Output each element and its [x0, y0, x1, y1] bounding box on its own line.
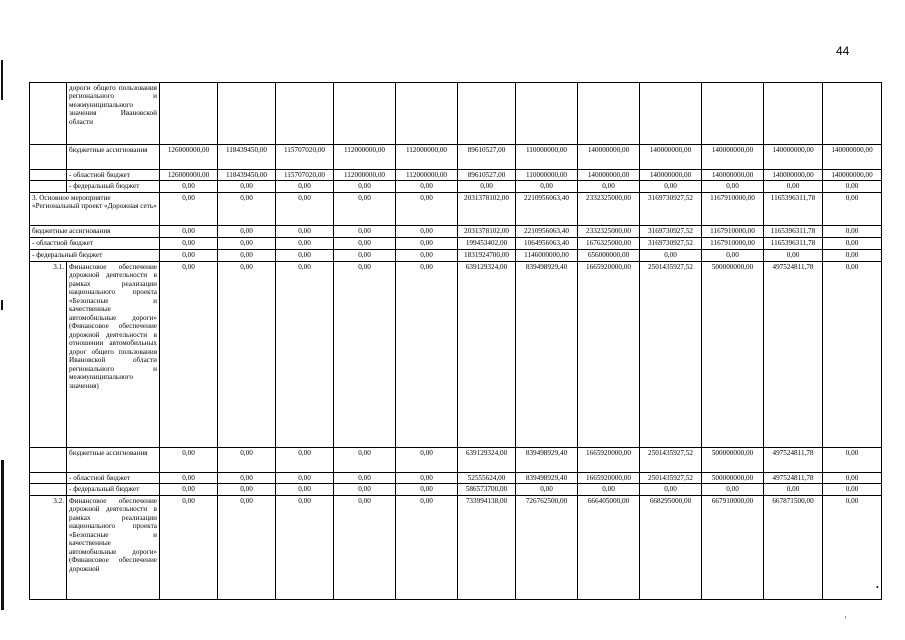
- value-cell: 0,00: [823, 192, 882, 225]
- value-cell: 0,00: [396, 484, 458, 495]
- value-cell: 0,00: [396, 181, 458, 192]
- value-cell: 500000000,00: [702, 261, 764, 447]
- value-cell: 0,00: [396, 447, 458, 472]
- value-cell: 115707020,00: [276, 170, 334, 181]
- value-cell: 667871500,00: [764, 495, 823, 599]
- value-cell: 0,00: [823, 495, 882, 599]
- value-cell: 0,00: [334, 484, 396, 495]
- value-cell: 140000000,00: [764, 170, 823, 181]
- row-label: - федеральный бюджет: [30, 249, 160, 261]
- value-cell: [218, 83, 276, 145]
- value-cell: [702, 83, 764, 145]
- value-cell: 726762500,00: [516, 495, 578, 599]
- value-cell: 0,00: [396, 249, 458, 261]
- value-cell: 2332325000,00: [578, 225, 640, 237]
- scan-dot: ': [845, 615, 847, 624]
- value-cell: 2031378102,00: [458, 192, 516, 225]
- value-cell: 0,00: [276, 192, 334, 225]
- value-cell: 0,00: [218, 261, 276, 447]
- value-cell: 0,00: [396, 237, 458, 249]
- value-cell: [334, 83, 396, 145]
- value-cell: 0,00: [823, 237, 882, 249]
- value-cell: 110000000,00: [516, 145, 578, 170]
- value-cell: 89610527,00: [458, 170, 516, 181]
- row-label: - областной бюджет: [67, 170, 160, 181]
- row-label: бюджетные ассигнования: [67, 145, 160, 170]
- value-cell: 0,00: [516, 484, 578, 495]
- value-cell: 1831924700,00: [458, 249, 516, 261]
- row-number: [30, 447, 67, 472]
- value-cell: 3169730927,52: [640, 225, 702, 237]
- value-cell: 2501435927,52: [640, 472, 702, 483]
- scan-mark: [1, 300, 3, 310]
- row-label: Финансовое обеспечение дорожной деятельности в рамках реализации национального проекта «Безопасные и качественные автомобильные дороги» (Финансовое обеспечение дорожной деятельности в отношении автомобильных дорог общего пользования Ивановской области регионального и межмуниципального значения): [67, 261, 160, 447]
- value-cell: 0,00: [396, 472, 458, 483]
- value-cell: 0,00: [458, 181, 516, 192]
- value-cell: 0,00: [396, 495, 458, 599]
- value-cell: 0,00: [823, 249, 882, 261]
- value-cell: 0,00: [578, 181, 640, 192]
- value-cell: 0,00: [334, 237, 396, 249]
- value-cell: 839498929,40: [516, 472, 578, 483]
- value-cell: 0,00: [334, 495, 396, 599]
- value-cell: 0,00: [160, 447, 218, 472]
- value-cell: 1146000000,00: [516, 249, 578, 261]
- value-cell: 668295000,00: [640, 495, 702, 599]
- value-cell: 2332325000,00: [578, 192, 640, 225]
- value-cell: 0,00: [276, 484, 334, 495]
- value-cell: [823, 83, 882, 145]
- row-label: - федеральный бюджет: [67, 181, 160, 192]
- value-cell: 0,00: [276, 447, 334, 472]
- value-cell: 112000000,00: [334, 170, 396, 181]
- value-cell: 115707020,00: [276, 145, 334, 170]
- scan-edge: [0, 0, 4, 640]
- value-cell: 0,00: [640, 484, 702, 495]
- value-cell: 0,00: [334, 261, 396, 447]
- value-cell: 110000000,00: [516, 170, 578, 181]
- value-cell: 667910000,00: [702, 495, 764, 599]
- value-cell: 52555624,00: [458, 472, 516, 483]
- value-cell: 0,00: [218, 447, 276, 472]
- value-cell: 140000000,00: [578, 170, 640, 181]
- value-cell: 126000000,00: [160, 170, 218, 181]
- value-cell: 0,00: [334, 181, 396, 192]
- value-cell: [276, 83, 334, 145]
- table-row: [30, 261, 882, 447]
- value-cell: 1167910000,00: [702, 192, 764, 225]
- value-cell: 112000000,00: [396, 170, 458, 181]
- value-cell: 1165396311,78: [764, 192, 823, 225]
- value-cell: 2501435927,52: [640, 447, 702, 472]
- scan-mark: [1, 60, 3, 100]
- value-cell: 0,00: [334, 447, 396, 472]
- value-cell: 0,00: [218, 225, 276, 237]
- value-cell: 0,00: [764, 249, 823, 261]
- value-cell: 0,00: [702, 181, 764, 192]
- value-cell: 140000000,00: [702, 170, 764, 181]
- value-cell: 639129324,00: [458, 261, 516, 447]
- value-cell: 0,00: [276, 225, 334, 237]
- value-cell: 0,00: [396, 225, 458, 237]
- value-cell: 0,00: [640, 249, 702, 261]
- value-cell: 0,00: [160, 181, 218, 192]
- value-cell: 500000000,00: [702, 447, 764, 472]
- value-cell: 112000000,00: [334, 145, 396, 170]
- row-label: бюджетные ассигнования: [30, 225, 160, 237]
- value-cell: 0,00: [764, 181, 823, 192]
- value-cell: 1167910000,00: [702, 225, 764, 237]
- value-cell: 0,00: [823, 225, 882, 237]
- value-cell: 140000000,00: [764, 145, 823, 170]
- value-cell: 0,00: [160, 225, 218, 237]
- scan-mark: [1, 460, 4, 610]
- value-cell: 1167910000,00: [702, 237, 764, 249]
- value-cell: 0,00: [218, 495, 276, 599]
- row-number: [30, 181, 67, 192]
- value-cell: 1665920000,00: [578, 447, 640, 472]
- value-cell: 1064956063,40: [516, 237, 578, 249]
- value-cell: 0,00: [218, 192, 276, 225]
- value-cell: 0,00: [823, 447, 882, 472]
- table-row: [30, 83, 882, 145]
- row-label: бюджетные ассигнования: [67, 447, 160, 472]
- value-cell: [764, 83, 823, 145]
- value-cell: [396, 83, 458, 145]
- value-cell: 140000000,00: [823, 170, 882, 181]
- value-cell: 199453402,00: [458, 237, 516, 249]
- value-cell: 118439450,00: [218, 145, 276, 170]
- value-cell: 140000000,00: [640, 145, 702, 170]
- value-cell: 0,00: [218, 472, 276, 483]
- page-number: 44: [836, 44, 850, 58]
- table-row: [30, 192, 882, 225]
- value-cell: 733994138,00: [458, 495, 516, 599]
- value-cell: 497524811,78: [764, 472, 823, 483]
- table-row: [30, 249, 882, 261]
- value-cell: 140000000,00: [702, 145, 764, 170]
- value-cell: 666405000,00: [578, 495, 640, 599]
- value-cell: 0,00: [396, 261, 458, 447]
- row-label: - федеральный бюджет: [67, 484, 160, 495]
- value-cell: 0,00: [823, 181, 882, 192]
- value-cell: 0,00: [334, 472, 396, 483]
- value-cell: 0,00: [276, 249, 334, 261]
- value-cell: 89610527,00: [458, 145, 516, 170]
- value-cell: 0,00: [160, 237, 218, 249]
- value-cell: 497524811,78: [764, 261, 823, 447]
- value-cell: 0,00: [160, 472, 218, 483]
- table-row: [30, 495, 882, 599]
- value-cell: 0,00: [276, 181, 334, 192]
- value-cell: 126000000,00: [160, 145, 218, 170]
- row-number: 3.1.: [30, 261, 67, 447]
- value-cell: 0,00: [276, 472, 334, 483]
- value-cell: 0,00: [160, 495, 218, 599]
- value-cell: 2031378102,00: [458, 225, 516, 237]
- table-row: [30, 472, 882, 483]
- value-cell: 118439450,00: [218, 170, 276, 181]
- value-cell: 140000000,00: [823, 145, 882, 170]
- value-cell: 0,00: [516, 181, 578, 192]
- value-cell: 0,00: [823, 484, 882, 495]
- row-label: 3. Основное мероприятие «Региональный проект «Дорожная сеть»: [30, 192, 160, 225]
- value-cell: 3169730927,52: [640, 192, 702, 225]
- value-cell: 140000000,00: [640, 170, 702, 181]
- row-number: [30, 83, 67, 145]
- value-cell: 2501435927,52: [640, 261, 702, 447]
- value-cell: 839498929,40: [516, 261, 578, 447]
- value-cell: 0,00: [160, 192, 218, 225]
- value-cell: 0,00: [334, 192, 396, 225]
- value-cell: 0,00: [276, 237, 334, 249]
- row-number: 3.2.: [30, 495, 67, 599]
- table-row: [30, 170, 882, 181]
- value-cell: 0,00: [218, 249, 276, 261]
- row-label: - областной бюджет: [30, 237, 160, 249]
- value-cell: 1676325000,00: [578, 237, 640, 249]
- value-cell: [516, 83, 578, 145]
- value-cell: 0,00: [218, 237, 276, 249]
- row-number: [30, 472, 67, 483]
- value-cell: 586573700,00: [458, 484, 516, 495]
- value-cell: 0,00: [218, 181, 276, 192]
- value-cell: 1165396311,78: [764, 225, 823, 237]
- value-cell: 0,00: [823, 261, 882, 447]
- table-row: [30, 181, 882, 192]
- value-cell: 1165396311,78: [764, 237, 823, 249]
- value-cell: 500000000,00: [702, 472, 764, 483]
- table-row: [30, 237, 882, 249]
- value-cell: [578, 83, 640, 145]
- scan-dot: •: [876, 583, 879, 592]
- row-number: [30, 170, 67, 181]
- value-cell: 497524811,78: [764, 447, 823, 472]
- table-row: [30, 484, 882, 495]
- value-cell: 0,00: [160, 484, 218, 495]
- value-cell: 2210956063,40: [516, 225, 578, 237]
- table-row: [30, 225, 882, 237]
- value-cell: 2210956063,40: [516, 192, 578, 225]
- row-label: Финансовое обеспечение дорожной деятельности в рамках реализации национального проекта «Безопасные и качественные автомобильные дороги» (Финансовое обеспечение дорожной: [67, 495, 160, 599]
- value-cell: 639129324,00: [458, 447, 516, 472]
- value-cell: 0,00: [702, 484, 764, 495]
- value-cell: 0,00: [640, 181, 702, 192]
- value-cell: [160, 83, 218, 145]
- value-cell: 112000000,00: [396, 145, 458, 170]
- value-cell: 1665920000,00: [578, 472, 640, 483]
- value-cell: 0,00: [276, 495, 334, 599]
- table-row: [30, 145, 882, 170]
- value-cell: 0,00: [702, 249, 764, 261]
- row-label: дороги общего пользования регионального и межмуниципального значения Ивановской области: [67, 83, 160, 145]
- value-cell: 0,00: [160, 249, 218, 261]
- value-cell: 0,00: [578, 484, 640, 495]
- value-cell: 3169730927,52: [640, 237, 702, 249]
- value-cell: 1665920000,00: [578, 261, 640, 447]
- value-cell: 0,00: [218, 484, 276, 495]
- value-cell: 0,00: [160, 261, 218, 447]
- value-cell: [458, 83, 516, 145]
- row-number: [30, 484, 67, 495]
- row-label: - областной бюджет: [67, 472, 160, 483]
- value-cell: 0,00: [764, 484, 823, 495]
- value-cell: 140000000,00: [578, 145, 640, 170]
- value-cell: 0,00: [334, 249, 396, 261]
- value-cell: 0,00: [823, 472, 882, 483]
- value-cell: 0,00: [396, 192, 458, 225]
- value-cell: 839498929,40: [516, 447, 578, 472]
- value-cell: 656000000,00: [578, 249, 640, 261]
- budget-table: [29, 82, 882, 600]
- value-cell: 0,00: [276, 261, 334, 447]
- table-row: [30, 447, 882, 472]
- value-cell: 0,00: [334, 225, 396, 237]
- row-number: [30, 145, 67, 170]
- value-cell: [640, 83, 702, 145]
